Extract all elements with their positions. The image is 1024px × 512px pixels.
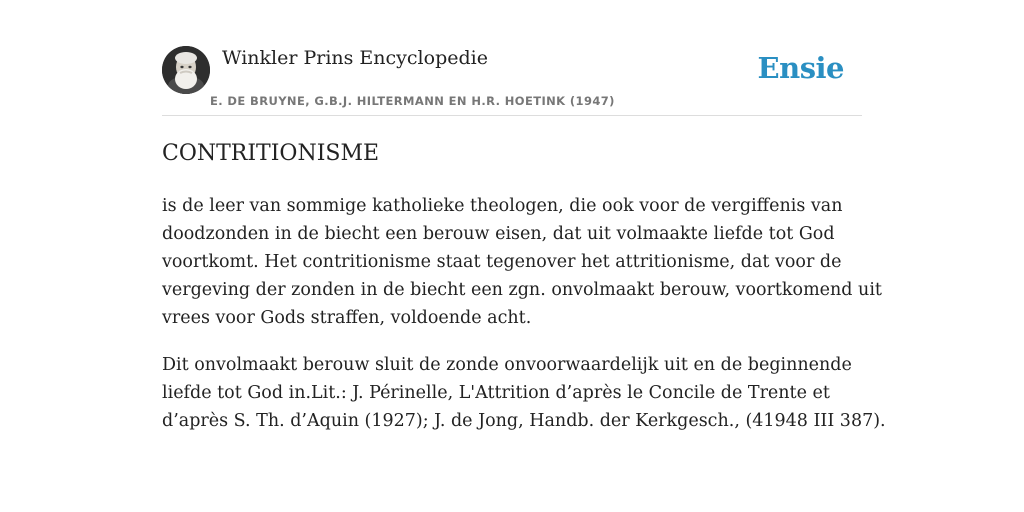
paragraph-line: voortkomt. Het contritionisme staat tegenover het attritionisme, dat voor de xyxy=(162,252,842,272)
paragraph-line: vrees voor Gods straffen, voldoende acht. xyxy=(162,308,532,328)
authors-byline: E. DE BRUYNE, G.B.J. HILTERMANN EN H.R. HOETINK (1947) xyxy=(210,94,615,108)
brand-logo[interactable]: Ensie xyxy=(757,51,844,85)
avatar[interactable] xyxy=(162,46,210,94)
paragraph-line: d’après S. Th. d’Aquin (1927); J. de Jong, Handb. der Kerkgesch., (41948 III 387). xyxy=(162,411,886,431)
paragraph-line: is de leer van sommige katholieke theologen, die ook voor de vergiffenis van xyxy=(162,196,843,216)
article-body xyxy=(162,192,886,454)
article-paragraph-1 xyxy=(162,192,882,332)
paragraph-line: liefde tot God in.Lit.: J. Périnelle, L'Attrition d’après le Concile de Trente et xyxy=(162,383,830,403)
bearded-man-portrait-icon xyxy=(162,46,210,94)
site-title[interactable]: Winkler Prins Encyclopedie xyxy=(222,47,488,69)
article-paragraph-2 xyxy=(162,351,886,435)
page-title: CONTRITIONISME xyxy=(162,141,380,166)
site-header xyxy=(162,46,862,116)
paragraph-line: Dit onvolmaakt berouw sluit de zonde onvoorwaardelijk uit en de beginnende xyxy=(162,355,852,375)
paragraph-line: vergeving der zonden in de biecht een zgn. onvolmaakt berouw, voortkomend uit xyxy=(162,280,882,300)
paragraph-line: doodzonden in de biecht een berouw eisen, dat uit volmaakte liefde tot God xyxy=(162,224,835,244)
